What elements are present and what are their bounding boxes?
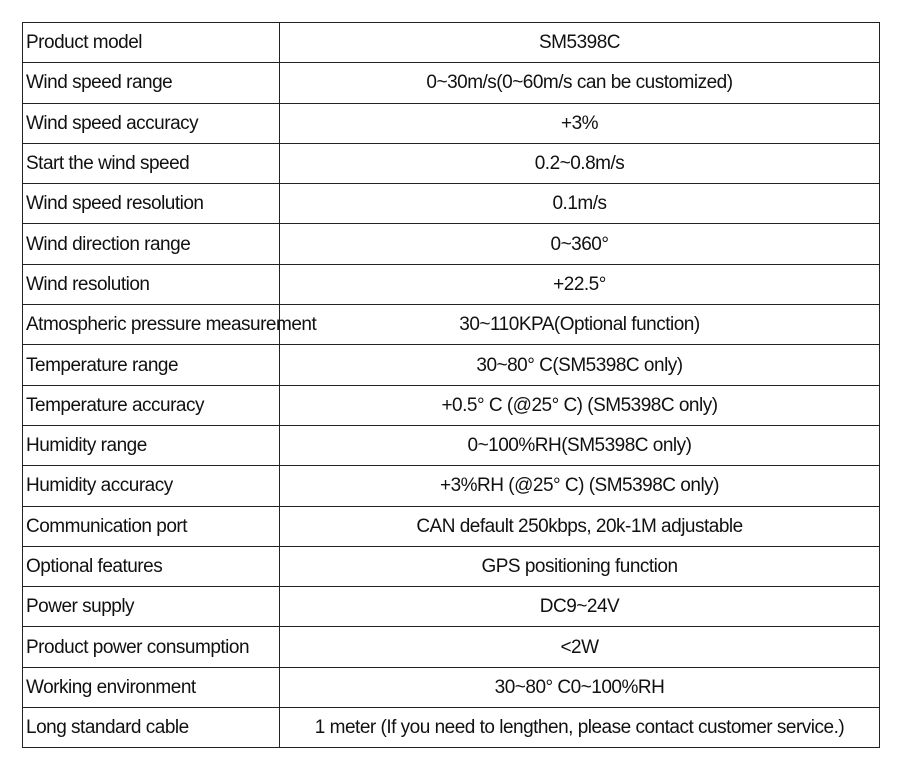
table-row: [23, 23, 880, 63]
parameter-cell: Product power consumption: [23, 627, 280, 667]
parameter-cell: Start the wind speed: [23, 143, 280, 183]
parameter-cell: Temperature accuracy: [23, 385, 280, 425]
table-row: [23, 466, 880, 506]
spec-table: [22, 22, 880, 748]
table-row: [23, 224, 880, 264]
table-row: [23, 345, 880, 385]
parameter-cell: Wind speed range: [23, 63, 280, 103]
value-cell: 30~80° C0~100%RH: [280, 667, 880, 707]
value-cell: 0~360°: [280, 224, 880, 264]
table-row: [23, 103, 880, 143]
value-cell: CAN default 250kbps, 20k-1M adjustable: [280, 506, 880, 546]
table-row: [23, 425, 880, 465]
value-cell: +3%: [280, 103, 880, 143]
parameter-cell: Atmospheric pressure measurement: [23, 305, 280, 345]
table-row: [23, 63, 880, 103]
parameter-cell: Optional features: [23, 546, 280, 586]
table-row: [23, 143, 880, 183]
parameter-cell: Humidity range: [23, 425, 280, 465]
table-row: [23, 264, 880, 304]
parameter-cell: Power supply: [23, 587, 280, 627]
table-row: [23, 506, 880, 546]
value-cell: 0~30m/s(0~60m/s can be customized): [280, 63, 880, 103]
parameter-cell: Wind speed resolution: [23, 184, 280, 224]
table-row: [23, 627, 880, 667]
table-row: [23, 587, 880, 627]
value-cell: GPS positioning function: [280, 546, 880, 586]
value-cell: 0.1m/s: [280, 184, 880, 224]
parameter-cell: Humidity accuracy: [23, 466, 280, 506]
parameter-cell: Working environment: [23, 667, 280, 707]
parameter-cell: Wind resolution: [23, 264, 280, 304]
table-row: [23, 385, 880, 425]
value-cell: 30~110KPA(Optional function): [280, 305, 880, 345]
parameter-cell: Temperature range: [23, 345, 280, 385]
value-cell: 0~100%RH(SM5398C only): [280, 425, 880, 465]
parameter-cell: Product model: [23, 23, 280, 63]
parameter-cell: Wind direction range: [23, 224, 280, 264]
parameter-cell: Wind speed accuracy: [23, 103, 280, 143]
parameter-cell: Long standard cable: [23, 708, 280, 748]
value-cell: DC9~24V: [280, 587, 880, 627]
table-row: [23, 546, 880, 586]
value-cell: 1 meter (If you need to lengthen, please contact customer service.): [280, 708, 880, 748]
value-cell: SM5398C: [280, 23, 880, 63]
value-cell: 30~80° C(SM5398C only): [280, 345, 880, 385]
table-row: [23, 184, 880, 224]
value-cell: <2W: [280, 627, 880, 667]
value-cell: 0.2~0.8m/s: [280, 143, 880, 183]
table-row: [23, 708, 880, 748]
value-cell: +22.5°: [280, 264, 880, 304]
parameter-cell: Communication port: [23, 506, 280, 546]
table-row: [23, 667, 880, 707]
value-cell: +0.5° C (@25° C) (SM5398C only): [280, 385, 880, 425]
value-cell: +3%RH (@25° C) (SM5398C only): [280, 466, 880, 506]
table-row: [23, 305, 880, 345]
spec-table-body: [23, 23, 880, 748]
